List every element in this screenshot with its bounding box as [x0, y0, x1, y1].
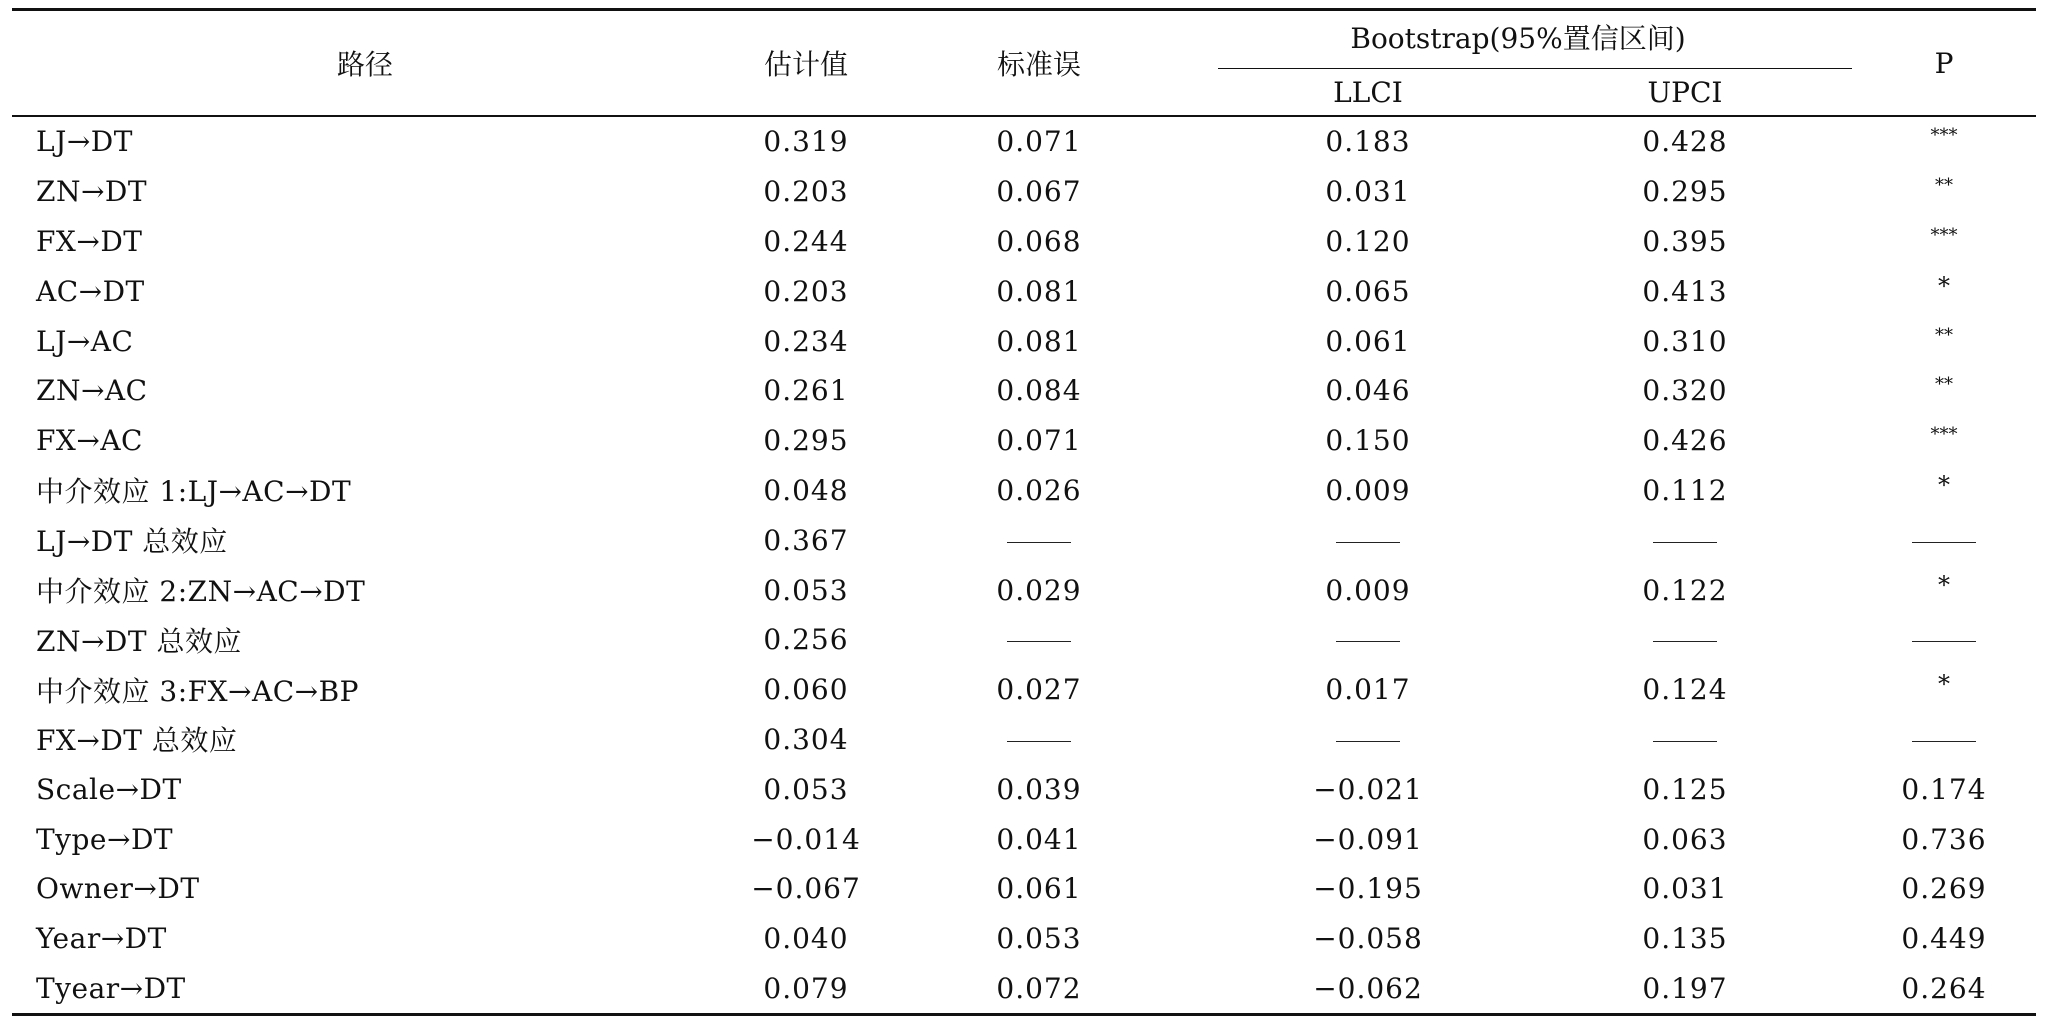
upci-cell: 0.413 — [1642, 274, 1728, 308]
p-cell: 0.449 — [1901, 922, 1987, 956]
llci-cell — [1184, 515, 1518, 565]
table-row — [12, 914, 2036, 964]
path-cell: ZN→DT — [36, 175, 148, 209]
table-row — [12, 764, 2036, 814]
table-row — [12, 615, 2036, 665]
llci-cell: −0.091 — [1313, 822, 1423, 856]
p-cell — [1852, 366, 2036, 416]
upci-cell: 0.135 — [1642, 922, 1728, 956]
p-cell — [1852, 116, 2036, 167]
significance-stars: *** — [1930, 224, 1958, 246]
path-cell: Year→DT — [36, 922, 167, 956]
upci-cell: 0.112 — [1642, 473, 1728, 507]
path-cell: LJ→DT — [36, 125, 133, 159]
upci-cell: 0.428 — [1642, 125, 1728, 159]
table-row — [12, 565, 2036, 615]
table-row — [12, 316, 2036, 366]
empty-dash — [1007, 542, 1071, 543]
estimate-cell: 0.053 — [763, 573, 849, 607]
estimate-cell: 0.256 — [763, 623, 849, 657]
empty-dash — [1653, 641, 1717, 642]
std-error-cell: 0.041 — [996, 822, 1082, 856]
std-error-cell: 0.071 — [996, 125, 1082, 159]
path-cell: LJ→DT 总效应 — [36, 525, 228, 559]
path-cell: 中介效应 3:FX→AC→BP — [36, 674, 359, 708]
significance-stars: ** — [1935, 374, 1953, 396]
significance-stars: * — [1938, 570, 1950, 599]
path-cell: LJ→AC — [36, 324, 134, 358]
significance-stars: * — [1938, 470, 1950, 499]
table-row — [12, 466, 2036, 516]
std-error-cell — [894, 615, 1184, 665]
estimate-cell: 0.079 — [763, 971, 849, 1005]
significance-stars: ** — [1935, 175, 1953, 197]
p-cell — [1852, 316, 2036, 366]
table-row — [12, 964, 2036, 1015]
p-cell — [1852, 167, 2036, 217]
upci-cell — [1518, 515, 1852, 565]
significance-stars: *** — [1930, 125, 1958, 147]
table-row — [12, 814, 2036, 864]
table-row — [12, 366, 2036, 416]
llci-cell: 0.031 — [1325, 175, 1411, 209]
table-row — [12, 665, 2036, 715]
llci-cell: 0.150 — [1325, 424, 1411, 458]
path-cell: ZN→AC — [36, 374, 148, 408]
llci-cell: −0.021 — [1313, 772, 1423, 806]
upci-cell: 0.197 — [1642, 971, 1728, 1005]
llci-cell: −0.195 — [1313, 872, 1423, 906]
path-cell: AC→DT — [36, 274, 145, 308]
std-error-cell: 0.029 — [996, 573, 1082, 607]
llci-cell: 0.017 — [1325, 673, 1411, 707]
header-upci: UPCI — [1518, 69, 1852, 116]
estimate-cell: −0.014 — [751, 822, 861, 856]
llci-cell: 0.183 — [1325, 125, 1411, 159]
std-error-cell: 0.081 — [996, 324, 1082, 358]
upci-cell: 0.395 — [1642, 224, 1728, 258]
std-error-cell: 0.061 — [996, 872, 1082, 906]
p-cell — [1852, 565, 2036, 615]
upci-cell: 0.063 — [1642, 822, 1728, 856]
upci-cell: 0.122 — [1642, 573, 1728, 607]
std-error-cell: 0.072 — [996, 971, 1082, 1005]
table-header — [12, 10, 2036, 117]
std-error-cell: 0.081 — [996, 274, 1082, 308]
estimate-cell: 0.304 — [763, 722, 849, 756]
table-row — [12, 715, 2036, 765]
empty-dash — [1007, 641, 1071, 642]
path-cell: Scale→DT — [36, 772, 182, 806]
upci-cell — [1518, 715, 1852, 765]
empty-dash — [1653, 741, 1717, 742]
estimate-cell: 0.203 — [763, 274, 849, 308]
empty-dash — [1007, 741, 1071, 742]
table-row — [12, 515, 2036, 565]
path-cell: FX→DT 总效应 — [36, 724, 238, 758]
upci-cell: 0.124 — [1642, 673, 1728, 707]
upci-cell: 0.310 — [1642, 324, 1728, 358]
table-row — [12, 217, 2036, 267]
std-error-cell: 0.071 — [996, 424, 1082, 458]
path-cell: FX→DT — [36, 224, 143, 258]
upci-cell — [1518, 615, 1852, 665]
empty-dash — [1336, 542, 1400, 543]
std-error-cell: 0.067 — [996, 175, 1082, 209]
std-error-cell: 0.053 — [996, 922, 1082, 956]
llci-cell — [1184, 715, 1518, 765]
llci-cell: 0.120 — [1325, 224, 1411, 258]
header-bootstrap-group — [1184, 10, 1852, 70]
table-body — [12, 116, 2036, 1015]
path-cell: 中介效应 2:ZN→AC→DT — [36, 575, 366, 609]
estimate-cell: 0.048 — [763, 473, 849, 507]
p-cell: 0.269 — [1901, 872, 1987, 906]
path-analysis-table — [12, 8, 2036, 1016]
llci-cell: 0.009 — [1325, 473, 1411, 507]
p-cell: 0.736 — [1901, 822, 1987, 856]
p-cell — [1852, 615, 2036, 665]
estimate-cell: 0.295 — [763, 424, 849, 458]
estimate-cell: 0.234 — [763, 324, 849, 358]
empty-dash — [1653, 542, 1717, 543]
p-cell: 0.174 — [1901, 772, 1987, 806]
std-error-cell: 0.027 — [996, 673, 1082, 707]
p-cell — [1852, 266, 2036, 316]
llci-cell — [1184, 615, 1518, 665]
llci-cell: 0.046 — [1325, 374, 1411, 408]
table-row — [12, 167, 2036, 217]
upci-cell: 0.426 — [1642, 424, 1728, 458]
p-cell: 0.264 — [1901, 971, 1987, 1005]
upci-cell: 0.031 — [1642, 872, 1728, 906]
path-cell: FX→AC — [36, 424, 143, 458]
estimate-cell: −0.067 — [751, 872, 861, 906]
estimate-cell: 0.053 — [763, 772, 849, 806]
significance-stars: *** — [1930, 424, 1958, 446]
p-cell — [1852, 416, 2036, 466]
table-row — [12, 266, 2036, 316]
std-error-cell: 0.026 — [996, 473, 1082, 507]
estimate-cell: 0.203 — [763, 175, 849, 209]
empty-dash — [1912, 741, 1976, 742]
upci-cell: 0.320 — [1642, 374, 1728, 408]
p-cell — [1852, 466, 2036, 516]
header-p: P — [1852, 10, 2036, 117]
empty-dash — [1912, 641, 1976, 642]
empty-dash — [1912, 542, 1976, 543]
p-cell — [1852, 515, 2036, 565]
llci-cell: −0.058 — [1313, 922, 1423, 956]
upci-cell: 0.125 — [1642, 772, 1728, 806]
llci-cell: 0.065 — [1325, 274, 1411, 308]
path-cell: 中介效应 1:LJ→AC→DT — [36, 475, 352, 509]
results-table-container — [12, 8, 2036, 1016]
empty-dash — [1336, 641, 1400, 642]
llci-cell: 0.009 — [1325, 573, 1411, 607]
significance-stars: ** — [1935, 324, 1953, 346]
estimate-cell: 0.367 — [763, 523, 849, 557]
estimate-cell: 0.060 — [763, 673, 849, 707]
path-cell: Owner→DT — [36, 872, 200, 906]
header-estimate: 估计值 — [718, 10, 894, 117]
path-cell: Type→DT — [36, 822, 174, 856]
empty-dash — [1336, 741, 1400, 742]
estimate-cell: 0.319 — [763, 125, 849, 159]
std-error-cell — [894, 515, 1184, 565]
upci-cell: 0.295 — [1642, 175, 1728, 209]
table-row — [12, 416, 2036, 466]
header-bootstrap: Bootstrap(95%置信区间) — [1350, 22, 1686, 55]
std-error-cell — [894, 715, 1184, 765]
p-cell — [1852, 217, 2036, 267]
path-cell: ZN→DT 总效应 — [36, 624, 242, 658]
path-cell: Tyear→DT — [36, 971, 186, 1005]
header-std-error: 标准误 — [894, 10, 1184, 117]
llci-cell: 0.061 — [1325, 324, 1411, 358]
table-row — [12, 864, 2036, 914]
estimate-cell: 0.040 — [763, 922, 849, 956]
significance-stars: * — [1938, 271, 1950, 300]
std-error-cell: 0.084 — [996, 374, 1082, 408]
std-error-cell: 0.068 — [996, 224, 1082, 258]
p-cell — [1852, 715, 2036, 765]
table-row — [12, 116, 2036, 167]
llci-cell: −0.062 — [1313, 971, 1423, 1005]
estimate-cell: 0.244 — [763, 224, 849, 258]
estimate-cell: 0.261 — [763, 374, 849, 408]
p-cell — [1852, 665, 2036, 715]
std-error-cell: 0.039 — [996, 772, 1082, 806]
significance-stars: * — [1938, 670, 1950, 699]
header-path: 路径 — [12, 10, 718, 117]
bootstrap-divider — [1218, 68, 1852, 69]
header-llci: LLCI — [1184, 69, 1518, 116]
